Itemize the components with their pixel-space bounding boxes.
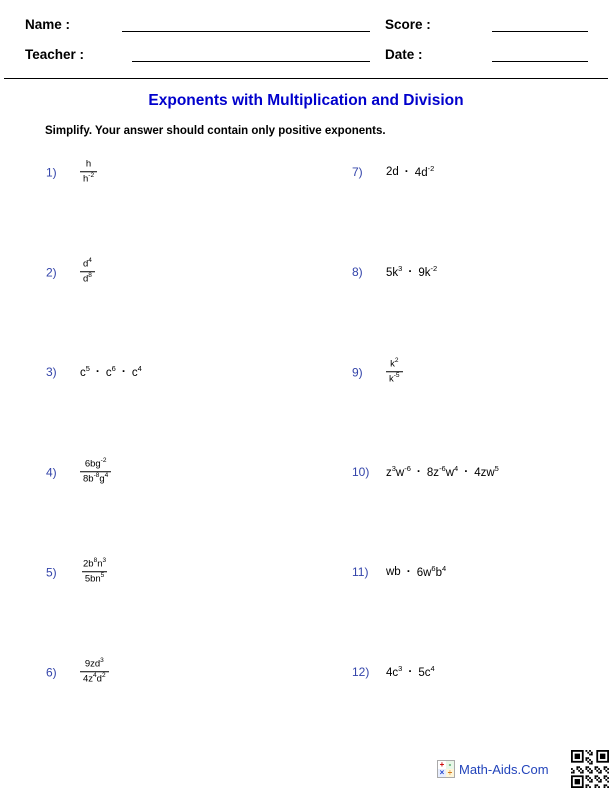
fraction-denominator — [80, 472, 111, 487]
term: $4c^3$ — [386, 664, 403, 679]
term: $c^4$ — [131, 364, 142, 379]
problem-number: 10) — [352, 465, 370, 479]
fraction-numerator — [387, 357, 401, 371]
problem-number: 4) — [46, 465, 57, 479]
term: $4z^4$ — [83, 672, 97, 685]
term: $5k^3$ — [386, 264, 403, 279]
problem-expression — [386, 465, 499, 479]
term: $2b^8$ — [83, 557, 98, 570]
qr-code-svg — [571, 750, 609, 788]
term: $w^{-6}$ — [395, 464, 411, 479]
problem-row — [46, 457, 111, 487]
problem-row — [352, 165, 434, 179]
problem-expression — [80, 657, 109, 687]
term: $6bg^{-2}$ — [84, 457, 107, 470]
term: $9k^{-2}$ — [418, 264, 438, 279]
problem-number: 8) — [352, 265, 363, 279]
term: $4zw^5$ — [474, 464, 499, 479]
fraction — [80, 257, 95, 287]
problem-row — [352, 565, 446, 579]
brand-link[interactable]: Math-Aids.Com — [459, 762, 549, 777]
qr-code — [571, 750, 609, 788]
term: $k^2$ — [390, 357, 399, 370]
problem-row — [46, 557, 109, 587]
problem-expression — [386, 165, 434, 179]
fraction-denominator — [80, 172, 97, 187]
term: $4d^{-2}$ — [414, 164, 435, 179]
problem-expression — [386, 357, 403, 387]
fraction-denominator — [80, 272, 95, 287]
problem-number: 5) — [46, 565, 57, 579]
problem-number: 3) — [46, 365, 57, 379]
multiplication-dot: · — [406, 564, 411, 578]
multiplication-dot: · — [408, 264, 413, 278]
term: $d^4$ — [83, 257, 92, 270]
multiplication-dot: · — [408, 664, 413, 678]
problem-row — [46, 365, 142, 379]
term: $w^4$ — [445, 464, 459, 479]
multiplication-dot: · — [95, 364, 100, 378]
problem-expression — [80, 257, 95, 287]
term: wb — [386, 566, 401, 578]
times-icon: × — [439, 768, 445, 777]
minus-icon: - — [446, 761, 454, 769]
multiplication-dot: · — [121, 364, 126, 378]
term: 2d — [386, 166, 399, 178]
problem-expression — [80, 557, 109, 587]
name-label: Name : — [25, 17, 71, 32]
term: $9zd^3$ — [84, 657, 104, 670]
name-blank-line — [122, 31, 370, 32]
problem-row — [352, 265, 437, 279]
problem-expression — [80, 457, 111, 487]
fraction — [80, 157, 97, 187]
teacher-blank-line — [132, 61, 370, 62]
term: $c^5$ — [80, 364, 90, 379]
term: $g^4$ — [99, 472, 109, 485]
problem-expression — [386, 265, 437, 279]
problem-number: 9) — [352, 365, 363, 379]
term: h — [85, 158, 92, 170]
problem-number: 12) — [352, 665, 370, 679]
multiplication-dot: · — [416, 464, 421, 478]
term: $c^6$ — [105, 364, 116, 379]
fraction-numerator — [80, 257, 95, 271]
problem-number: 7) — [352, 165, 363, 179]
problem-expression — [80, 365, 142, 379]
fraction — [386, 357, 403, 387]
fraction-numerator — [82, 457, 110, 471]
term: $5c^4$ — [418, 664, 435, 679]
problem-row — [46, 157, 97, 187]
problem-expression — [80, 157, 97, 187]
fraction-denominator — [80, 672, 109, 687]
term: $b^4$ — [435, 564, 447, 579]
term: $n^3$ — [97, 557, 107, 570]
date-label: Date : — [385, 47, 423, 62]
fraction-denominator — [82, 572, 107, 587]
problem-number: 1) — [46, 165, 57, 179]
problem-row — [352, 357, 403, 387]
term: $5bn^5$ — [84, 572, 105, 585]
fraction — [80, 457, 111, 487]
worksheet-title: Exponents with Multiplication and Division — [148, 92, 464, 109]
problem-number: 6) — [46, 665, 57, 679]
multiplication-dot: · — [404, 164, 409, 178]
fraction-denominator — [386, 372, 403, 387]
fraction-numerator — [80, 557, 109, 571]
fraction-numerator — [83, 157, 94, 171]
fraction — [80, 657, 109, 687]
problem-row — [352, 465, 499, 479]
term: $z^3$ — [386, 464, 396, 479]
term: $8b^{-8}$ — [83, 472, 100, 485]
problem-number: 2) — [46, 265, 57, 279]
plus-icon: + — [439, 760, 445, 769]
term: $h^{-2}$ — [83, 172, 95, 185]
problem-row — [352, 665, 435, 679]
date-blank-line — [492, 61, 588, 62]
problem-row — [46, 657, 109, 687]
score-label: Score : — [385, 17, 431, 32]
header-divider — [4, 78, 608, 79]
problem-number: 11) — [352, 565, 369, 579]
problem-expression — [386, 665, 435, 679]
divide-icon: ÷ — [447, 768, 453, 777]
problem-row — [46, 257, 95, 287]
fraction — [80, 557, 109, 587]
fraction-numerator — [82, 657, 107, 671]
term: $6w^6$ — [416, 564, 436, 579]
term: $d^8$ — [83, 272, 92, 285]
term: $d^2$ — [96, 672, 106, 685]
term: $k^{-5}$ — [389, 372, 400, 385]
problem-expression — [386, 565, 446, 579]
multiplication-dot: · — [464, 464, 469, 478]
score-blank-line — [492, 31, 588, 32]
instruction-text: Simplify. Your answer should contain only positive exponents. — [45, 125, 386, 137]
teacher-label: Teacher : — [25, 47, 85, 62]
math-aids-logo-icon — [437, 760, 455, 778]
term: $8z^{-6}$ — [426, 464, 446, 479]
